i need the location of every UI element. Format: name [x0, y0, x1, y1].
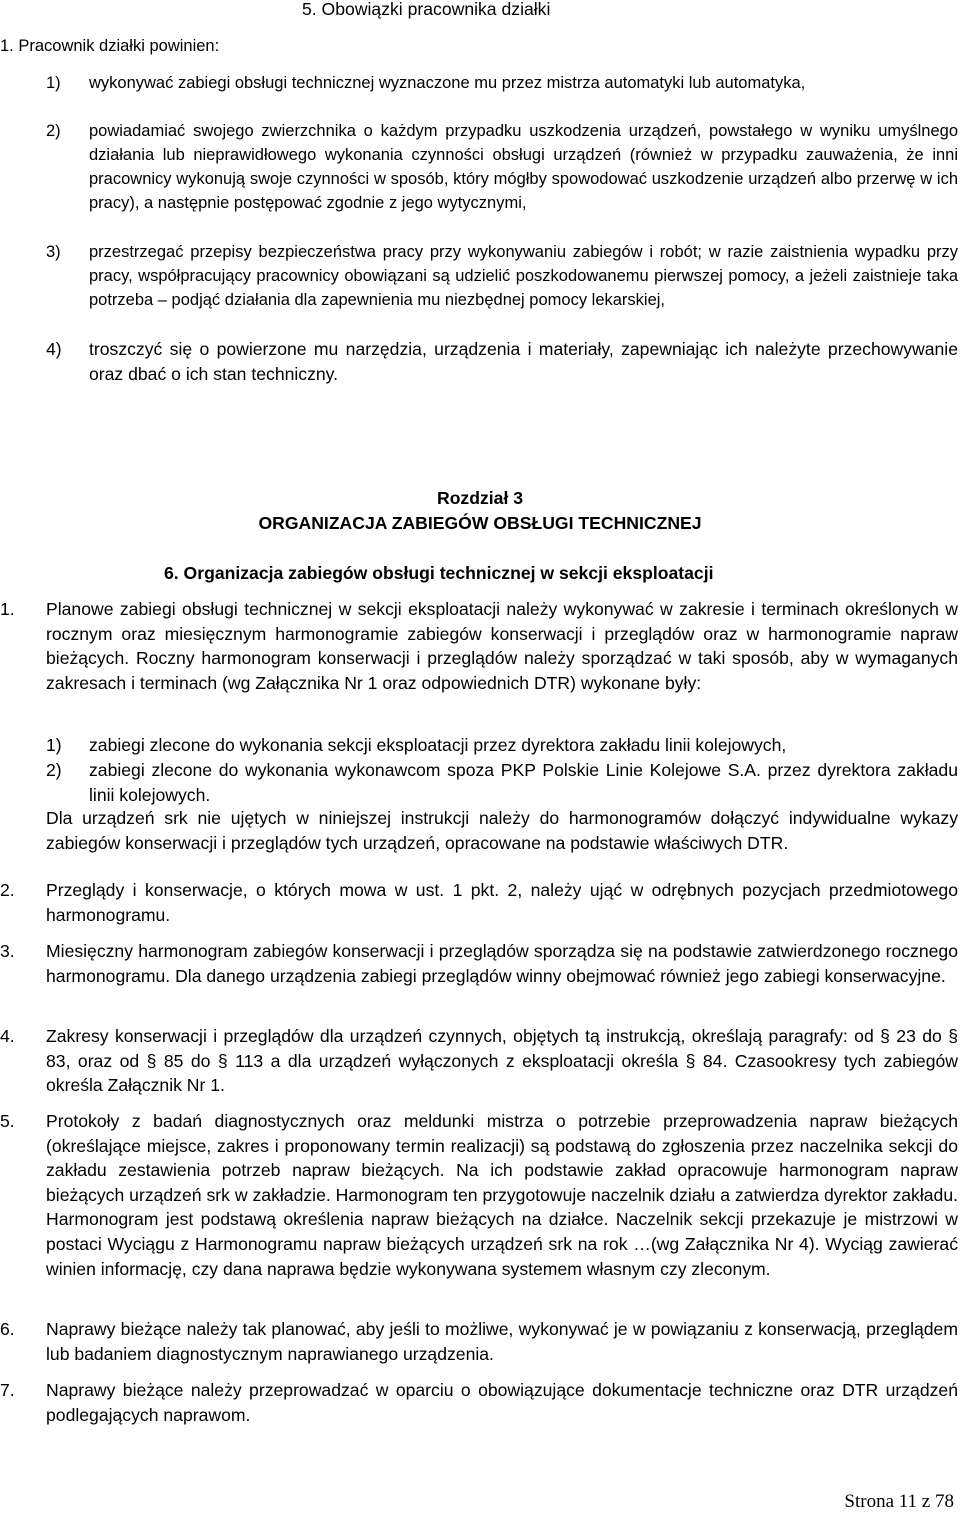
page-number: Strona 11 z 78 — [844, 1491, 954, 1512]
paragraph-number: 4. — [0, 1026, 15, 1046]
duty-text: powiadamiać swojego zwierzchnika o każdym przypadku uszkodzenia urządzeń, powstałego w wyniku umyślnego działania lub nieprawidłowego wykonania czynności obsługi urządzeń (również w przypadku zauważenia, że inni pracownicy wykonują swoje czynności w sposób, który mógłby spowodować uszkodzenie urządzeń albo przerwę w ich pracy), a następnie postępować zgodnie z jego wytycznymi, — [89, 122, 958, 212]
paragraph-number: 7. — [0, 1380, 15, 1400]
duty-number: 3) — [46, 243, 61, 261]
section6-title: 6. Organizacja zabiegów obsługi technicznej w sekcji eksploatacji — [164, 563, 714, 583]
duty-number: 2) — [46, 122, 61, 140]
paragraph-number: 3. — [0, 941, 15, 961]
section5-heading: 5. Obowiązki pracownika działki — [302, 0, 551, 19]
sub-text: zabiegi zlecone do wykonania sekcji eksploatacji przez dyrektora zakładu linii kolejowych, — [89, 735, 787, 755]
paragraph-number: 6. — [0, 1319, 15, 1339]
sub-text: zabiegi zlecone do wykonania wykonawcom spoza PKP Polskie Linie Kolejowe S.A. przez dyrektora zakładu linii kolejowych. — [89, 760, 958, 805]
duty-text: troszczyć się o powierzone mu narzędzia, urządzenia i materiały, zapewniając ich należyte przechowywanie oraz dbać o ich stan techniczny. — [89, 339, 958, 384]
chapter-label: Rozdział 3 — [436, 488, 524, 508]
paragraph-number: 1. — [0, 599, 15, 619]
duty-text: wykonywać zabiegi obsługi technicznej wyznaczone mu przez mistrza automatyki lub automatyka, — [89, 74, 806, 92]
paragraph-text: Protokoły z badań diagnostycznych oraz meldunki mistrza o potrzebie przeprowadzenia napraw bieżących (określające miejsce, zakres i proponowany termin realizacji) są podstawą do zgłoszenia przez naczelnika sekcji do zakładu zestawienia potrzeb napraw bieżących. Na ich podstawie zakład opracowuje harmonogram napraw bieżących urządzeń srk w zakładzie. Harmonogram ten przygotowuje naczelnik działu a zatwierdza dyrektor zakładu. Harmonogram jest podstawą określenia napraw bieżących na działce. Naczelnik sekcji przekazuje je mistrzowi w postaci Wyciągu z Harmonogramu napraw bieżących urządzeń srk na rok …(wg Załącznika Nr 4). Wyciąg zawierać winien informację, czy dana naprawa będzie wykonywana systemem własnym czy zleconym. — [46, 1111, 958, 1279]
paragraph-text: Naprawy bieżące należy przeprowadzać w oparciu o obowiązujące dokumentacje techniczne oraz DTR urządzeń podlegających naprawom. — [46, 1380, 958, 1425]
paragraph-text: Naprawy bieżące należy tak planować, aby jeśli to możliwe, wykonywać je w powiązaniu z konserwacją, przeglądem lub badaniem diagnostycznym naprawianego urządzenia. — [46, 1319, 958, 1364]
paragraph-number: 5. — [0, 1111, 15, 1131]
chapter-title: ORGANIZACJA ZABIEGÓW OBSŁUGI TECHNICZNEJ — [258, 513, 702, 533]
section1-intro: 1. Pracownik działki powinien: — [0, 37, 220, 55]
duty-text: przestrzegać przepisy bezpieczeństwa pracy przy wykonywaniu zabiegów i robót; w razie zaistnienia wypadku przy pracy, współpracujący pracownicy obowiązani są udzielić poszkodowanemu pierwszej pomocy, a jeżeli zaistnieje taka potrzeba – podjąć działania dla zapewnienia mu niezbędnej pomocy lekarskiej, — [89, 243, 958, 309]
paragraph-1-after: Dla urządzeń srk nie ujętych w niniejszej instrukcji należy do harmonogramów dołączyć indywidualne wykazy zabiegów konserwacji i przeglądów tych urządzeń, opracowane na podstawie właściwych DTR. — [46, 808, 958, 853]
paragraph-text: Zakresy konserwacji i przeglądów dla urządzeń czynnych, objętych tą instrukcją, określają paragrafy: od § 23 do § 83, oraz od § 85 do § 113 a dla urządzeń wyłączonych z eksploatacji określa § 84. Czasookresy tych zabiegów określa Załącznik Nr 1. — [46, 1026, 958, 1096]
duty-number: 1) — [46, 74, 61, 92]
paragraph-number: 2. — [0, 880, 15, 900]
paragraph-text: Planowe zabiegi obsługi technicznej w sekcji eksploatacji należy wykonywać w zakresie i terminach określonych w rocznym oraz miesięcznym harmonogramie zabiegów konserwacji i przeglądów oraz w harmonogramie napraw bieżących. Roczny harmonogram konserwacji i przeglądów należy sporządzać w taki sposób, aby w wymaganych zakresach i terminach (wg Załącznika Nr 1 oraz odpowiednich DTR) wykonane były: — [46, 599, 958, 693]
sub-number: 1) — [46, 735, 62, 755]
paragraph-text: Przeglądy i konserwacje, o których mowa w ust. 1 pkt. 2, należy ująć w odrębnych pozycjach przedmiotowego harmonogramu. — [46, 880, 958, 925]
paragraph-text: Miesięczny harmonogram zabiegów konserwacji i przeglądów sporządza się na podstawie zatwierdzonego rocznego harmonogramu. Dla danego urządzenia zabiegi przeglądów winny obejmować również jego zabiegi konserwacyjne. — [46, 941, 958, 986]
duty-number: 4) — [46, 339, 62, 359]
sub-number: 2) — [46, 760, 62, 780]
